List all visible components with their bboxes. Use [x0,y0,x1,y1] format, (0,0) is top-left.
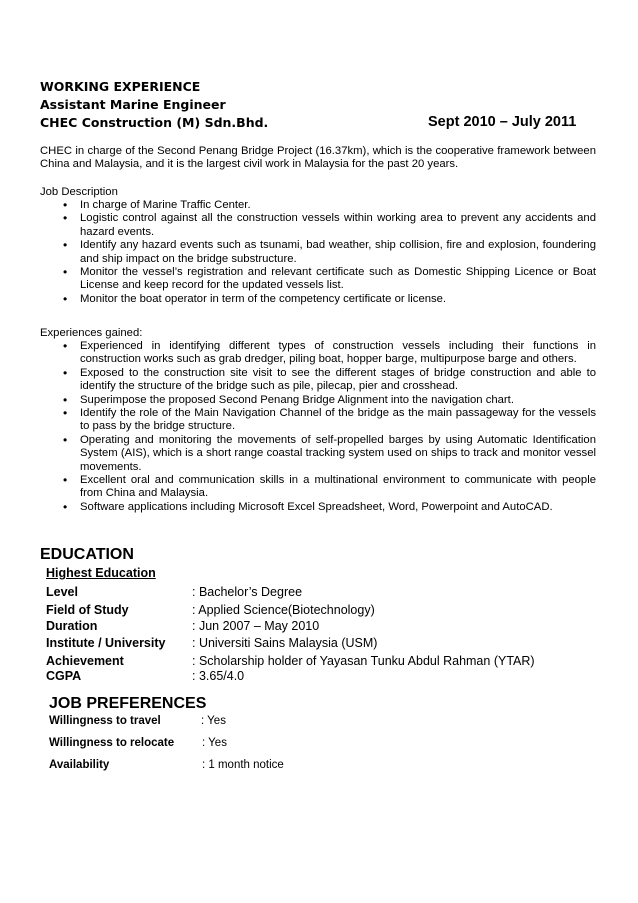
list-item: • Superimpose the proposed Second Penang Bridge Alignment into the navigation chart. [40,394,596,407]
preference-label-availability: Availability [49,759,110,771]
preference-label-travel: Willingness to travel [49,715,161,727]
list-item: • Exposed to the construction site visit to see the different stages of bridge construction and able to identify the structure of the bridge such as pile, pilecap, pier and crosshead. [40,367,596,394]
list-item: • Monitor the vessel’s registration and relevant certificate such as Domestic Shipping Licence or Boat License and keep record for the updated vessels list. [40,266,596,293]
education-label-cgpa: CGPA [46,669,82,683]
list-item: • Experienced in identifying different types of construction vessels including their functions in construction works such as grab dredger, piling boat, hopper barge, multipurpose barge and others. [40,340,596,367]
company-intro: CHEC in charge of the Second Penang Bridge Project (16.37km), which is the cooperative framework between China and Malaysia, and it is the largest civil work in Malaysia for the past 20 years. [40,145,596,171]
education-subheading: Highest Education [46,566,156,580]
experiences-list [40,340,596,514]
preference-label-relocate: Willingness to relocate [49,737,175,749]
job-description-list [40,199,596,306]
experiences-label: Experiences gained: [40,327,143,339]
education-label-duration: Duration [46,619,98,633]
job-description-label: Job Description [40,186,118,198]
list-item: • Excellent oral and communication skills in a multinational environment to communicate with people from China and Malaysia. [40,474,596,501]
section-heading-job-preferences: JOB PREFERENCES [49,695,207,712]
list-item: • In charge of Marine Traffic Center. [40,199,596,212]
preference-value-travel: : Yes [201,715,226,727]
list-item: • Software applications including Microsoft Excel Spreadsheet, Word, Powerpoint and AutoCAD. [40,501,596,514]
job-position: Assistant Marine Engineer [40,97,226,112]
list-item: • Identify the role of the Main Navigation Channel of the bridge as the main passageway for the vessels to pass by the bridge structure. [40,407,596,434]
employment-period: Sept 2010 – July 2011 [428,114,577,130]
education-value-level: : Bachelor’s Degree [192,585,303,599]
list-item: • Operating and monitoring the movements of self-propelled barges by using Automatic Identification System (AIS), which is a short range coastal tracking system used on ships to track and monitor vessel movements. [40,434,596,474]
list-item: • Monitor the boat operator in term of the competency certificate or license. [40,293,596,306]
education-value-institute: : Universiti Sains Malaysia (USM) [192,636,378,650]
education-value-field: : Applied Science(Biotechnology) [192,603,375,617]
section-heading-education: EDUCATION [40,546,134,563]
preference-value-relocate: : Yes [202,737,227,749]
education-label-level: Level [46,585,78,599]
education-value-duration: : Jun 2007 – May 2010 [192,619,320,633]
preference-value-availability: : 1 month notice [202,759,284,771]
company-name: CHEC Construction (M) Sdn.Bhd. [40,115,269,130]
section-heading-working-experience: WORKING EXPERIENCE [40,79,201,94]
education-label-field: Field of Study [46,603,129,617]
list-item: • Identify any hazard events such as tsunami, bad weather, ship collision, fire and explosion, foundering and ship impact on the bridge substructure. [40,239,596,266]
education-value-achievement: : Scholarship holder of Yayasan Tunku Abdul Rahman (YTAR) [192,654,535,668]
education-value-cgpa: : 3.65/4.0 [192,669,245,683]
education-label-achievement: Achievement [46,654,124,668]
education-label-institute: Institute / University [46,636,166,650]
list-item: • Logistic control against all the construction vessels within working area to prevent any accidents and hazard events. [40,212,596,239]
